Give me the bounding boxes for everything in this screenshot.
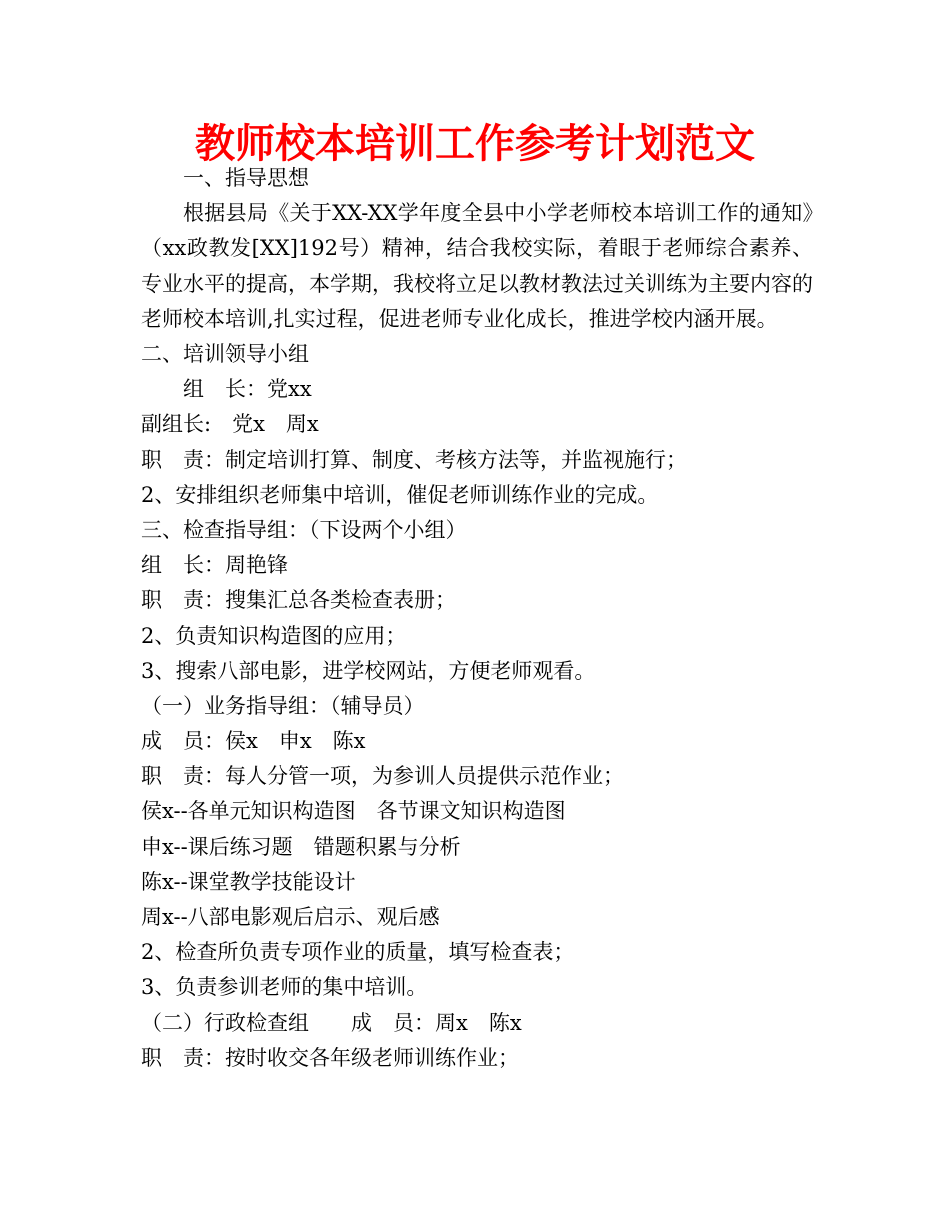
text-line: 陈x--课堂教学技能设计 bbox=[141, 869, 356, 894]
text-line: 职 责：制定培训打算、制度、考核方法等，并监视施行； bbox=[141, 447, 687, 472]
text-line: 副组长: 党x 周x bbox=[141, 412, 319, 437]
paragraph-guiding-thought: 根据县局《关于XX-XX学年度全县中小学老师校本培训工作的通知》（xx政教发[XX]192号）精神，结合我校实际，着眼于老师综合素养、专业水平的提高，本学期，我校将立足以教材教法过关训练为主要内容的老师校本培训,扎实过程，促进老师专业化成长，推进学校内涵开展。 bbox=[141, 201, 813, 331]
text-line: 组 长：党xx bbox=[183, 377, 312, 402]
section-heading-guiding-thought: 一、指导思想 bbox=[183, 166, 309, 190]
text-line: 3、搜索八部电影，进学校网站，方便老师观看。 bbox=[141, 658, 596, 683]
subsection-heading-admin-inspection: （二）行政检查组 成 员：周x 陈x bbox=[141, 1010, 522, 1035]
text-line: 2、检查所负责专项作业的质量，填写检查表； bbox=[141, 940, 575, 965]
text-line: 职 责：每人分管一项，为参训人员提供示范作业； bbox=[141, 764, 624, 789]
document-body bbox=[141, 161, 813, 1076]
text-line: 组 长：周艳锋 bbox=[141, 553, 288, 578]
text-line: 职 责：搜集汇总各类检查表册； bbox=[141, 588, 456, 613]
text-line: 申x--课后练习题 错题积累与分析 bbox=[141, 834, 461, 859]
section-heading-inspection-group: 三、检查指导组：（下设两个小组） bbox=[141, 517, 467, 542]
text-line: 3、负责参训老师的集中培训。 bbox=[141, 975, 428, 1000]
text-line: 成 员：侯x 申x 陈x bbox=[141, 729, 366, 754]
text-line: 2、负责知识构造图的应用； bbox=[141, 623, 407, 648]
text-line: 周x--八部电影观后启示、观后感 bbox=[141, 905, 440, 929]
subsection-heading-business-guidance: （一）业务指导组：（辅导员） bbox=[141, 693, 425, 718]
section-heading-leadership-group: 二、培训领导小组 bbox=[141, 342, 309, 366]
document-title: 教师校本培训工作参考计划范文 bbox=[195, 120, 755, 167]
text-line: 职 责：按时收交各年级老师训练作业； bbox=[141, 1045, 519, 1070]
text-line: 侯x--各单元知识构造图 各节课文知识构造图 bbox=[141, 799, 566, 824]
text-line: 2、安排组织老师集中培训，催促老师训练作业的完成。 bbox=[141, 482, 659, 507]
